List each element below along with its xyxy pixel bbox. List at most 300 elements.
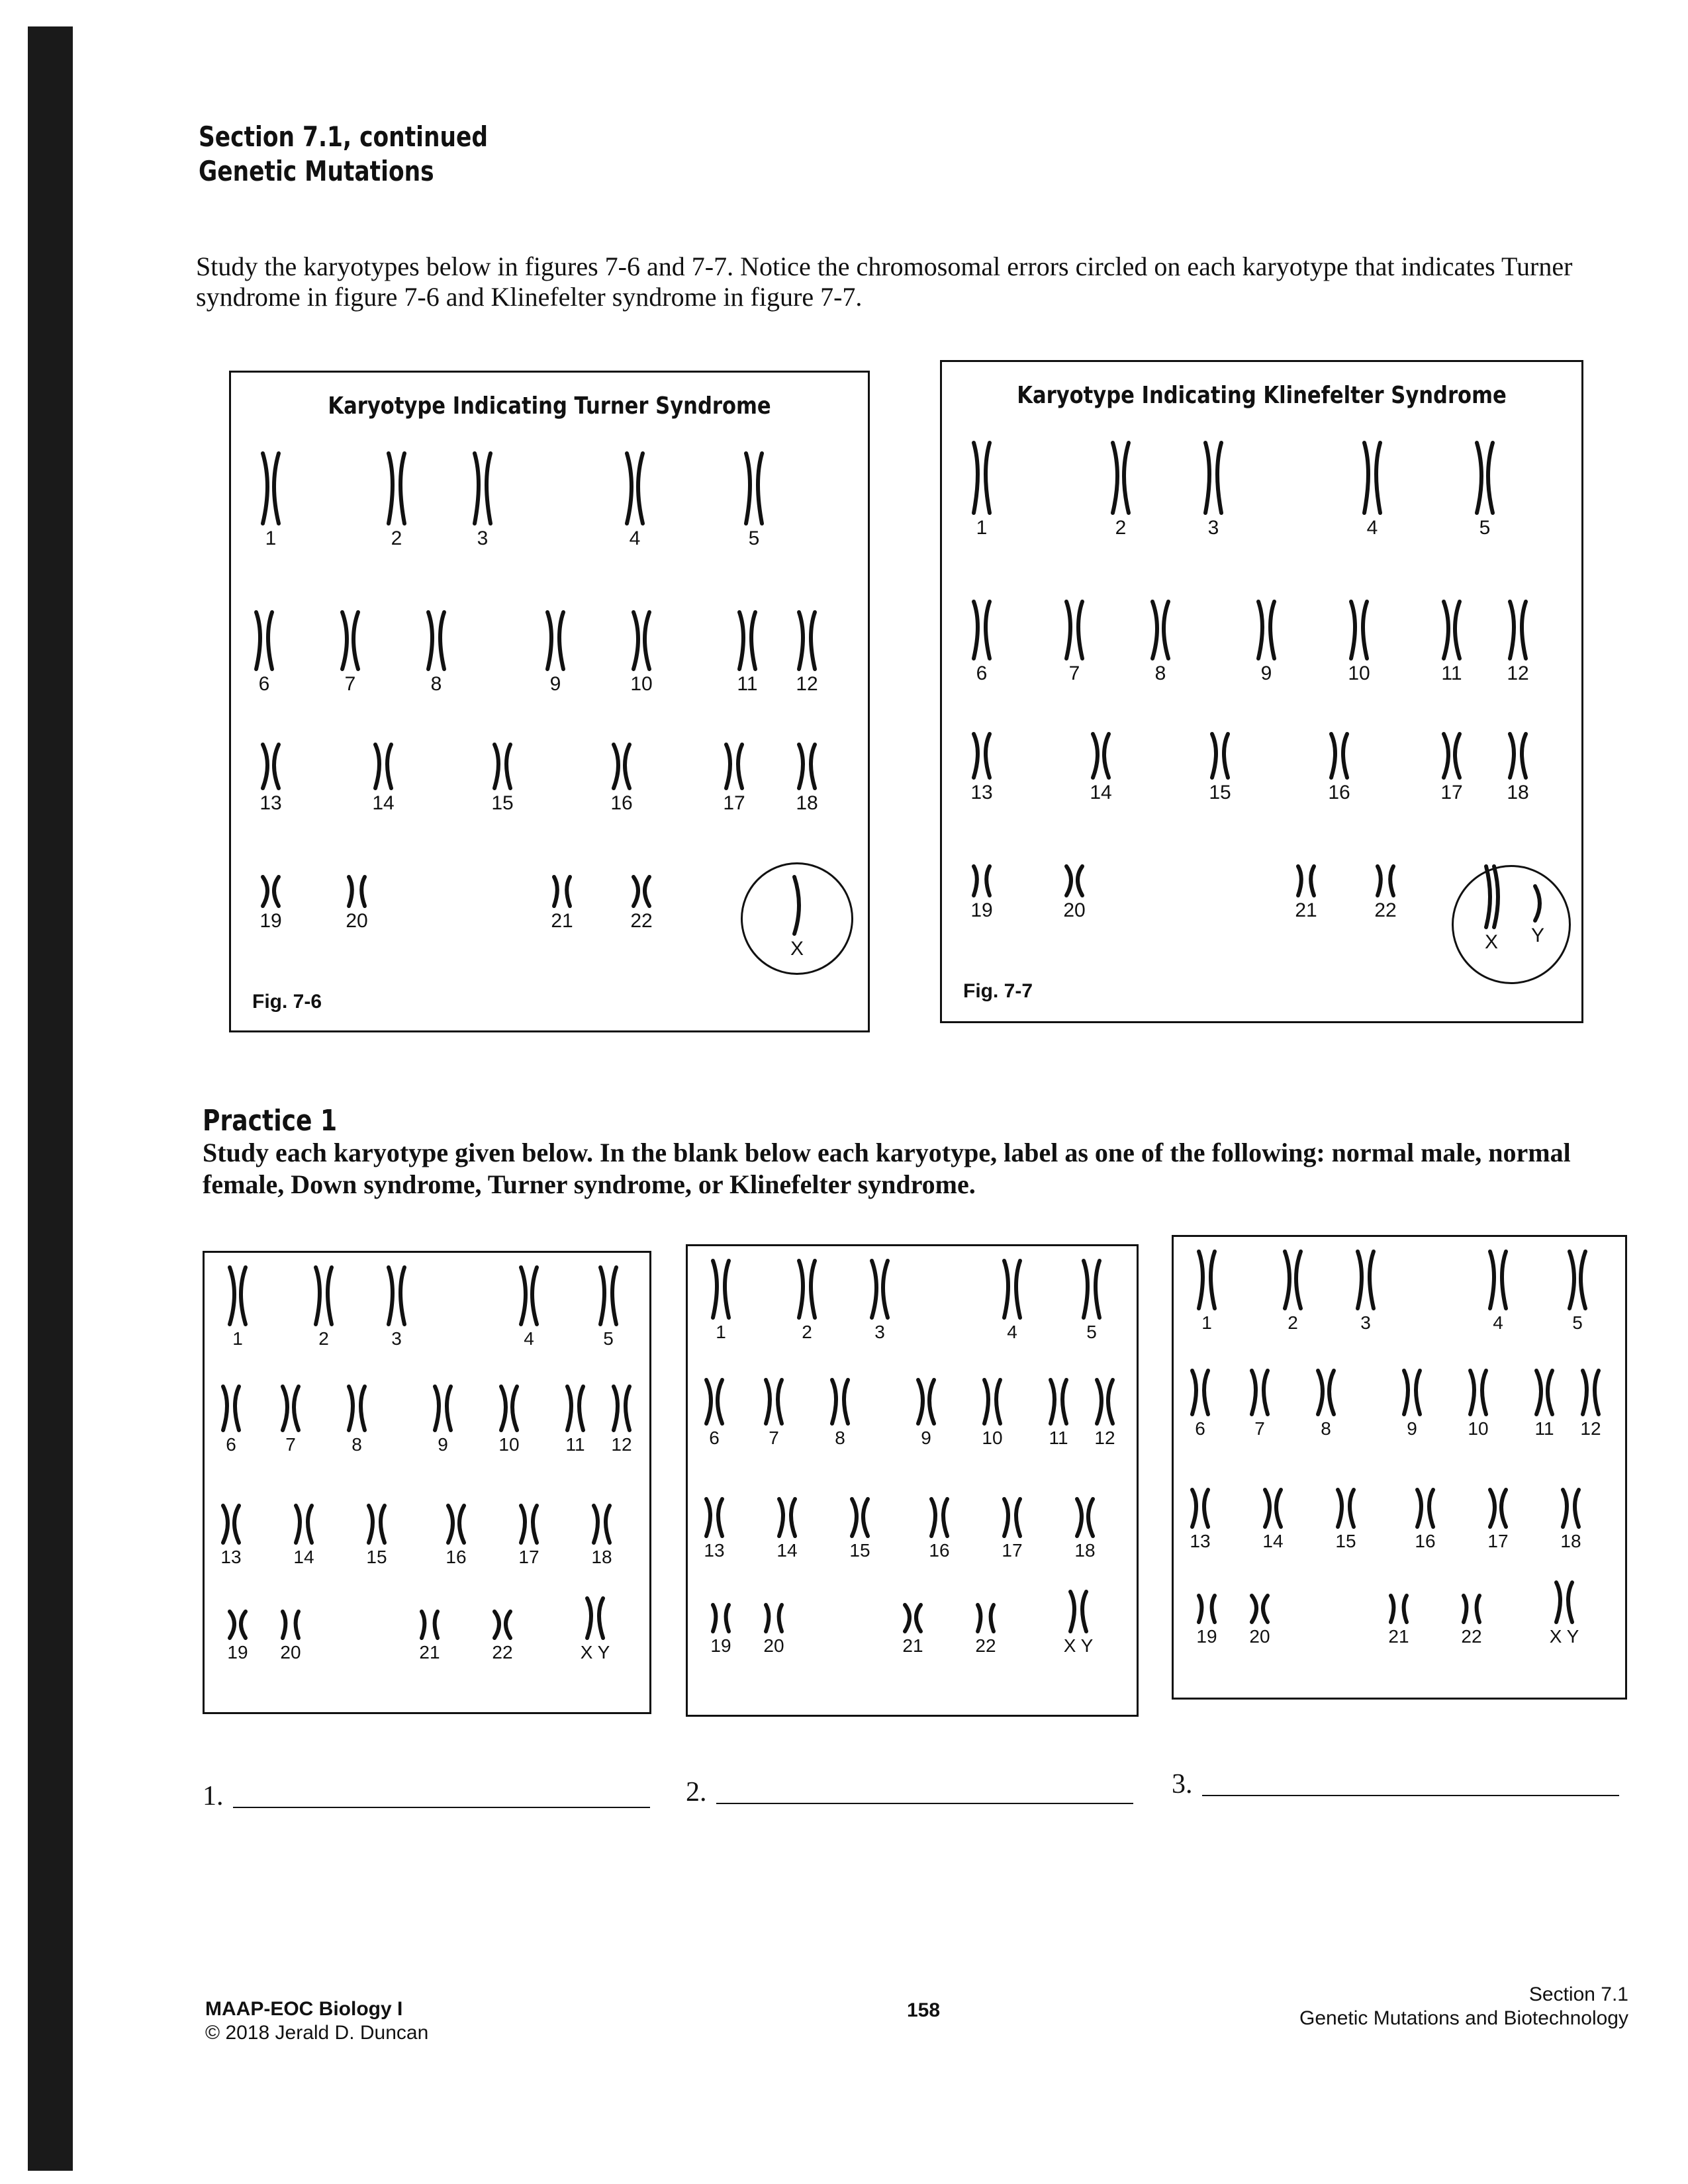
fig7-6-chromosome-17-number: 17 (723, 792, 745, 814)
practice-3-chromosome-2 (1260, 1250, 1326, 1334)
practice-1-chromosome-13 (198, 1504, 264, 1568)
practice-2-chromosome-22-glyph (966, 1604, 1006, 1633)
fig7-7-chromosome-9 (1233, 600, 1299, 685)
fig7-7-chromosome-13 (949, 733, 1015, 804)
fig7-6-chromosome-21-number: 21 (551, 910, 573, 932)
answer-blank-3[interactable] (1172, 1768, 1193, 1800)
practice-3-chromosome-12-glyph (1571, 1369, 1611, 1416)
practice-3-chromosome-12-number: 12 (1580, 1418, 1601, 1439)
fig7-7-chromosome-17-number: 17 (1440, 782, 1463, 803)
fig7-6-chromosome-11 (714, 611, 780, 696)
practice-1-sex-chromosomes-glyph (575, 1597, 615, 1639)
fig7-6-chromosome-22-number: 22 (630, 910, 653, 932)
practice-1-chromosome-21-number: 21 (419, 1642, 440, 1662)
practice-2-chromosome-17-number: 17 (1002, 1540, 1023, 1561)
fig7-6-chromosome-16-number: 16 (610, 792, 633, 814)
practice-2-chromosome-21-number: 21 (902, 1635, 923, 1656)
fig7-6-chromosome-5-glyph (734, 452, 774, 525)
fig7-7-chromosome-2 (1088, 441, 1154, 539)
practice-3-chromosome-18-number: 18 (1560, 1531, 1581, 1551)
practice-2-chromosome-3-number: 3 (874, 1322, 885, 1342)
practice-2-chromosome-2 (774, 1259, 840, 1343)
practice-1-chromosome-8 (324, 1385, 390, 1455)
practice-2-chromosome-4-number: 4 (1007, 1322, 1017, 1342)
fig7-6-chromosome-3-glyph (463, 452, 502, 525)
practice-3-chromosome-1-glyph (1187, 1250, 1227, 1310)
practice-1-chromosome-7-glyph (271, 1385, 310, 1432)
practice-1-chromosome-5 (575, 1266, 641, 1349)
practice-3-chromosome-8 (1293, 1369, 1359, 1439)
practice-1-chromosome-22-number: 22 (492, 1642, 513, 1662)
practice-1-chromosome-6 (198, 1385, 264, 1455)
practice-3-chromosome-16-number: 16 (1415, 1531, 1436, 1551)
practice-3-chromosome-6-glyph (1180, 1369, 1220, 1416)
practice-1-chromosome-5-glyph (588, 1266, 628, 1326)
fig7-6-chromosome-8-number: 8 (430, 673, 442, 695)
answer-blank-2[interactable] (686, 1776, 707, 1808)
practice-3-chromosome-13-number: 13 (1190, 1531, 1211, 1551)
fig7-7-chromosome-19 (949, 865, 1015, 922)
fig7-7-chromosome-3 (1180, 441, 1246, 539)
practice-3-chromosome-1-number: 1 (1201, 1312, 1212, 1333)
footer-right (1218, 1983, 1628, 2030)
fig7-6-chromosome-16-glyph (602, 743, 641, 790)
practice-3-chromosome-17-glyph (1478, 1488, 1518, 1528)
practice-3-sex-chromosomes (1531, 1581, 1597, 1647)
practice-3-chromosome-15-number: 15 (1335, 1531, 1356, 1551)
footer-left (205, 1997, 428, 2045)
practice-2-chromosome-11-number: 11 (1049, 1428, 1068, 1448)
fig7-6-chromosome-18 (774, 743, 840, 815)
fig7-7-chromosome-8 (1127, 600, 1194, 685)
practice-3-chromosome-18 (1538, 1488, 1604, 1552)
fig7-7-chromosome-19-number: 19 (970, 899, 993, 921)
practice-3-chromosome-11-number: 11 (1534, 1418, 1554, 1439)
practice-1-chromosome-20 (258, 1610, 324, 1663)
practice-3-chromosome-5-number: 5 (1572, 1312, 1583, 1333)
practice-3-chromosome-3-glyph (1346, 1250, 1385, 1310)
fig7-7-chromosome-22-number: 22 (1374, 899, 1397, 921)
fig7-6-chromosome-7-glyph (330, 611, 370, 670)
practice-1-chromosome-20-number: 20 (280, 1642, 301, 1662)
fig7-7-chromosome-y-glyph (1518, 885, 1558, 922)
practice-2-chromosome-7-number: 7 (769, 1428, 779, 1448)
figure-7-6-label: Fig. 7-6 (252, 991, 322, 1013)
practice-2-chromosome-4-glyph (992, 1259, 1032, 1319)
practice-2-chromosome-21 (880, 1604, 946, 1657)
fig7-6-chromosome-6 (231, 611, 297, 696)
fig7-6-chromosome-19-glyph (251, 876, 291, 907)
practice-1-chromosome-17-number: 17 (518, 1547, 539, 1567)
practice-1-chromosome-18-number: 18 (591, 1547, 612, 1567)
fig7-6-chromosome-8-glyph (416, 611, 456, 670)
fig7-6-chromosome-5 (721, 452, 787, 550)
figure-7-6 (229, 371, 870, 1032)
practice-2-chromosome-9-glyph (906, 1379, 946, 1425)
practice-2-chromosome-17-glyph (992, 1498, 1032, 1537)
practice-3-chromosome-6-number: 6 (1195, 1418, 1205, 1439)
practice-3-chromosome-14 (1240, 1488, 1306, 1552)
practice-3-chromosome-3-number: 3 (1360, 1312, 1371, 1333)
practice-3-chromosome-22-number: 22 (1461, 1626, 1482, 1647)
practice-3-chromosome-18-glyph (1551, 1488, 1591, 1528)
practice-2-chromosome-5-glyph (1072, 1259, 1111, 1319)
fig7-7-chromosome-y-number: Y (1530, 925, 1544, 946)
fig7-6-chromosome-18-glyph (787, 743, 827, 790)
practice-2-chromosome-6 (681, 1379, 747, 1449)
practice-1-chromosome-5-number: 5 (603, 1328, 614, 1349)
figure-7-7 (940, 360, 1583, 1023)
practice-1-chromosome-21-glyph (410, 1610, 449, 1639)
practice-2-chromosome-5-number: 5 (1086, 1322, 1097, 1342)
practice-karyotype-3 (1172, 1235, 1627, 1700)
practice-2-chromosome-22 (953, 1604, 1019, 1657)
fig7-6-chromosome-13 (238, 743, 304, 815)
fig7-6-chromosome-4 (602, 452, 668, 550)
fig7-6-chromosome-x-glyph (777, 876, 817, 935)
answer-number-2: 2. (686, 1777, 707, 1807)
fig7-7-chromosome-16-number: 16 (1328, 782, 1350, 803)
practice-title: Practice 1 (203, 1104, 338, 1138)
fig7-6-chromosome-2-number: 2 (391, 527, 402, 549)
fig7-7-chromosome-18-glyph (1498, 733, 1538, 779)
practice-1-chromosome-2-glyph (304, 1266, 344, 1326)
fig7-7-chromosome-8-glyph (1141, 600, 1180, 660)
practice-2-chromosome-7 (741, 1379, 807, 1449)
fig7-7-chromosome-12-number: 12 (1507, 662, 1529, 684)
practice-1-chromosome-6-number: 6 (226, 1434, 236, 1455)
fig7-7-chromosome-4-glyph (1352, 441, 1392, 514)
practice-1-chromosome-12 (588, 1385, 655, 1455)
practice-3-chromosome-14-number: 14 (1262, 1531, 1284, 1551)
practice-1-chromosome-22 (469, 1610, 536, 1663)
answer-number-3: 3. (1172, 1769, 1193, 1799)
fig7-7-chromosome-4 (1339, 441, 1405, 539)
fig7-7-chromosome-7 (1041, 600, 1107, 685)
practice-1-chromosome-9 (410, 1385, 476, 1455)
fig7-7-chromosome-12-glyph (1498, 600, 1538, 660)
fig7-6-chromosome-13-glyph (251, 743, 291, 790)
fig7-6-chromosome-12 (774, 611, 840, 696)
fig7-7-chromosome-1 (949, 441, 1015, 539)
fig7-7-chromosome-14-glyph (1081, 733, 1121, 779)
fig7-6-chromosome-19-number: 19 (259, 910, 282, 932)
practice-3-chromosome-14-glyph (1253, 1488, 1293, 1528)
fig7-7-chromosome-14-number: 14 (1090, 782, 1112, 803)
footer-section: Section 7.1 (1528, 1983, 1628, 2005)
practice-3-chromosome-8-number: 8 (1321, 1418, 1331, 1439)
fig7-6-chromosome-6-number: 6 (258, 673, 270, 695)
fig7-7-chromosome-6-number: 6 (976, 662, 988, 684)
practice-1-chromosome-8-glyph (337, 1385, 377, 1432)
practice-1-chromosome-1-number: 1 (232, 1328, 243, 1349)
fig7-7-chromosome-15 (1187, 733, 1253, 804)
fig7-6-chromosome-15 (469, 743, 536, 815)
practice-2-sex-chromosomes (1045, 1590, 1111, 1657)
practice-1-chromosome-18-glyph (582, 1504, 622, 1544)
practice-2-chromosome-22-number: 22 (975, 1635, 996, 1656)
fig7-6-chromosome-22 (608, 876, 675, 933)
fig7-6-chromosome-9 (522, 611, 588, 696)
fig7-6-chromosome-20 (324, 876, 390, 933)
practice-karyotype-1 (203, 1251, 651, 1714)
practice-1-chromosome-3 (363, 1266, 430, 1349)
practice-2-chromosome-2-number: 2 (802, 1322, 812, 1342)
fig7-6-chromosome-17 (701, 743, 767, 815)
practice-1-chromosome-14-number: 14 (293, 1547, 314, 1567)
practice-2-chromosome-21-glyph (893, 1604, 933, 1633)
practice-2-chromosome-18-number: 18 (1074, 1540, 1096, 1561)
practice-3-chromosome-3 (1333, 1250, 1399, 1334)
fig7-6-chromosome-10-glyph (622, 611, 661, 670)
fig7-7-chromosome-6 (949, 600, 1015, 685)
fig7-6-chromosome-1-glyph (251, 452, 291, 525)
fig7-6-chromosome-7 (317, 611, 383, 696)
fig7-6-chromosome-12-number: 12 (796, 673, 818, 695)
fig7-7-chromosome-3-number: 3 (1207, 517, 1219, 539)
practice-3-chromosome-19-glyph (1187, 1594, 1227, 1623)
fig7-7-chromosome-3-glyph (1194, 441, 1233, 514)
fig7-7-chromosome-22 (1352, 865, 1419, 922)
practice-2-chromosome-9 (893, 1379, 959, 1449)
practice-1-chromosome-7-number: 7 (285, 1434, 296, 1455)
fig7-6-chromosome-13-number: 13 (259, 792, 282, 814)
practice-3-chromosome-5-glyph (1558, 1250, 1597, 1310)
practice-1-chromosome-19-glyph (218, 1610, 258, 1639)
practice-2-chromosome-16 (906, 1498, 972, 1561)
fig7-6-chromosome-14 (350, 743, 416, 815)
footer-page-number: 158 (907, 1999, 941, 2021)
practice-1-chromosome-1-glyph (218, 1266, 258, 1326)
fig7-6-chromosome-12-glyph (787, 611, 827, 670)
fig7-7-chromosome-7-number: 7 (1068, 662, 1080, 684)
practice-2-chromosome-14 (754, 1498, 820, 1561)
fig7-6-chromosome-21 (529, 876, 595, 933)
fig7-6-chromosome-9-glyph (536, 611, 575, 670)
practice-3-chromosome-10-number: 10 (1468, 1418, 1489, 1439)
fig7-6-chromosome-14-glyph (363, 743, 403, 790)
practice-2-chromosome-3 (847, 1259, 913, 1343)
practice-1-chromosome-13-number: 13 (220, 1547, 242, 1567)
fig7-7-chromosome-5-glyph (1465, 441, 1505, 514)
fig7-7-chromosome-15-number: 15 (1209, 782, 1231, 803)
answer-number-1: 1. (203, 1781, 224, 1811)
practice-3-chromosome-17 (1465, 1488, 1531, 1552)
fig7-6-chromosome-21-glyph (542, 876, 582, 907)
practice-2-chromosome-6-number: 6 (709, 1428, 720, 1448)
practice-1-chromosome-10-number: 10 (498, 1434, 520, 1455)
practice-1-chromosome-4-number: 4 (524, 1328, 534, 1349)
practice-1-chromosome-14 (271, 1504, 337, 1568)
practice-2-chromosome-19-number: 19 (710, 1635, 731, 1656)
fig7-7-chromosome-16-glyph (1319, 733, 1359, 779)
fig7-6-chromosome-20-glyph (337, 876, 377, 907)
fig7-7-chromosome-21-number: 21 (1295, 899, 1317, 921)
practice-2-chromosome-1-glyph (701, 1259, 741, 1319)
fig7-6-chromosome-19 (238, 876, 304, 933)
practice-karyotype-2 (686, 1244, 1139, 1717)
practice-2-chromosome-14-glyph (767, 1498, 807, 1537)
fig7-6-chromosome-4-glyph (615, 452, 655, 525)
practice-2-chromosome-2-glyph (787, 1259, 827, 1319)
fig7-7-chromosome-5-number: 5 (1479, 517, 1491, 539)
fig7-7-chromosome-10-glyph (1339, 600, 1379, 660)
practice-1-chromosome-10-glyph (489, 1385, 529, 1432)
practice-1-chromosome-15 (344, 1504, 410, 1568)
practice-2-chromosome-1-number: 1 (716, 1322, 726, 1342)
practice-1-chromosome-12-number: 12 (611, 1434, 632, 1455)
fig7-6-chromosome-2 (363, 452, 430, 550)
fig7-6-chromosome-11-glyph (727, 611, 767, 670)
fig7-7-chromosome-x-number: X (1484, 931, 1498, 953)
practice-1-chromosome-9-number: 9 (438, 1434, 448, 1455)
practice-3-chromosome-13 (1167, 1488, 1233, 1552)
practice-1-chromosome-11-number: 11 (565, 1434, 585, 1455)
fig7-6-chromosome-22-glyph (622, 876, 661, 907)
fig7-7-chromosome-1-number: 1 (976, 517, 988, 539)
practice-3-chromosome-16-glyph (1405, 1488, 1445, 1528)
fig7-7-chromosome-17-glyph (1432, 733, 1472, 779)
footer-course: MAAP-EOC Biology I (205, 1998, 403, 2020)
practice-1-chromosome-22-glyph (483, 1610, 522, 1639)
practice-1-chromosome-3-number: 3 (391, 1328, 402, 1349)
practice-2-chromosome-20 (741, 1604, 807, 1657)
practice-2-chromosome-5 (1058, 1259, 1125, 1343)
practice-3-chromosome-15 (1313, 1488, 1379, 1552)
practice-2-chromosome-20-glyph (754, 1604, 794, 1633)
fig7-6-chromosome-6-glyph (244, 611, 284, 670)
fig7-7-chromosome-5 (1452, 441, 1518, 539)
practice-1-chromosome-8-number: 8 (352, 1434, 362, 1455)
practice-1-chromosome-21 (397, 1610, 463, 1663)
practice-3-chromosome-10 (1445, 1369, 1511, 1439)
practice-2-chromosome-16-glyph (919, 1498, 959, 1537)
practice-3-chromosome-5 (1544, 1250, 1611, 1334)
practice-3-chromosome-9 (1379, 1369, 1445, 1439)
fig7-6-chromosome-7-number: 7 (344, 673, 356, 695)
fig7-7-chromosome-10-number: 10 (1348, 662, 1370, 684)
practice-3-chromosome-4 (1465, 1250, 1531, 1334)
fig7-6-chromosome-15-glyph (483, 743, 522, 790)
practice-2-sex-chromosomes-number: X Y (1063, 1635, 1094, 1656)
fig7-7-chromosome-y (1505, 885, 1571, 947)
practice-3-chromosome-15-glyph (1326, 1488, 1366, 1528)
practice-1-chromosome-16-number: 16 (445, 1547, 467, 1567)
practice-2-chromosome-13-number: 13 (704, 1540, 725, 1561)
fig7-6-chromosome-9-number: 9 (549, 673, 561, 695)
practice-3-chromosome-7 (1227, 1369, 1293, 1439)
practice-2-sex-chromosomes-glyph (1058, 1590, 1098, 1633)
fig7-7-chromosome-17 (1419, 733, 1485, 804)
practice-1-chromosome-13-glyph (211, 1504, 251, 1544)
practice-3-chromosome-16 (1392, 1488, 1458, 1552)
practice-1-chromosome-6-glyph (211, 1385, 251, 1432)
intro-paragraph: Study the karyotypes below in figures 7-6 and 7-7. Notice the chromosomal errors circled on each karyotype that indicates Turner syndrome in figure 7-6 and Klinefelter syndrome in figure 7-7. (196, 251, 1573, 312)
practice-2-chromosome-10-number: 10 (982, 1428, 1003, 1448)
practice-2-chromosome-16-number: 16 (929, 1540, 950, 1561)
fig7-6-chromosome-1 (238, 452, 304, 550)
practice-3-chromosome-1 (1174, 1250, 1240, 1334)
practice-2-chromosome-15 (827, 1498, 893, 1561)
practice-3-chromosome-4-number: 4 (1493, 1312, 1503, 1333)
practice-3-sex-chromosomes-glyph (1544, 1581, 1584, 1623)
practice-3-chromosome-6 (1167, 1369, 1233, 1439)
practice-2-chromosome-12 (1072, 1379, 1138, 1449)
fig7-7-chromosome-16 (1306, 733, 1372, 804)
fig7-6-chromosome-x (764, 876, 830, 960)
figure-7-7-label: Fig. 7-7 (963, 980, 1033, 1002)
practice-2-chromosome-14-number: 14 (776, 1540, 798, 1561)
fig7-6-chromosome-18-number: 18 (796, 792, 818, 814)
answer-blank-1[interactable] (203, 1780, 224, 1812)
fig7-7-chromosome-19-glyph (962, 865, 1002, 897)
practice-1-chromosome-3-glyph (377, 1266, 416, 1326)
fig7-6-chromosome-8 (403, 611, 469, 696)
practice-3-chromosome-22 (1438, 1594, 1505, 1647)
practice-2-chromosome-13-glyph (694, 1498, 734, 1537)
fig7-7-chromosome-11-number: 11 (1441, 662, 1462, 684)
practice-2-chromosome-12-number: 12 (1094, 1428, 1115, 1448)
fig7-7-chromosome-12 (1485, 600, 1551, 685)
practice-3-chromosome-22-glyph (1452, 1594, 1491, 1623)
practice-1-chromosome-12-glyph (602, 1385, 641, 1432)
fig7-6-chromosome-14-number: 14 (372, 792, 395, 814)
practice-1-sex-chromosomes-number: X Y (580, 1642, 610, 1662)
practice-2-chromosome-7-glyph (754, 1379, 794, 1425)
fig7-7-chromosome-21 (1273, 865, 1339, 922)
fig7-7-chromosome-13-number: 13 (970, 782, 993, 803)
practice-3-sex-chromosomes-number: X Y (1549, 1626, 1579, 1647)
practice-2-chromosome-9-number: 9 (921, 1428, 931, 1448)
practice-3-chromosome-19-number: 19 (1196, 1626, 1217, 1647)
practice-3-chromosome-7-glyph (1240, 1369, 1280, 1416)
practice-3-chromosome-20-glyph (1240, 1594, 1280, 1623)
practice-3-chromosome-17-number: 17 (1487, 1531, 1509, 1551)
practice-2-chromosome-3-glyph (860, 1259, 900, 1319)
practice-1-chromosome-18 (569, 1504, 635, 1568)
fig7-6-chromosome-15-number: 15 (491, 792, 514, 814)
practice-1-chromosome-9-glyph (423, 1385, 463, 1432)
practice-3-chromosome-20 (1227, 1594, 1293, 1647)
fig7-7-chromosome-22-glyph (1366, 865, 1405, 897)
practice-1-chromosome-17 (496, 1504, 562, 1568)
practice-1-chromosome-2 (291, 1266, 357, 1349)
practice-1-chromosome-19-number: 19 (227, 1642, 248, 1662)
practice-2-chromosome-18 (1052, 1498, 1118, 1561)
fig7-7-chromosome-1-glyph (962, 441, 1002, 514)
practice-3-chromosome-21 (1366, 1594, 1432, 1647)
practice-2-chromosome-4 (979, 1259, 1045, 1343)
practice-1-chromosome-1 (205, 1266, 271, 1349)
practice-2-chromosome-17 (979, 1498, 1045, 1561)
fig7-7-chromosome-11 (1419, 600, 1485, 685)
fig7-6-chromosome-2-glyph (377, 452, 416, 525)
topic-heading: Genetic Mutations (199, 155, 434, 187)
practice-2-chromosome-1 (688, 1259, 754, 1343)
practice-2-chromosome-8 (807, 1379, 873, 1449)
practice-2-chromosome-18-glyph (1065, 1498, 1105, 1537)
fig7-6-chromosome-5-number: 5 (748, 527, 760, 549)
fig7-6-chromosome-x-number: X (790, 938, 804, 960)
practice-3-chromosome-4-glyph (1478, 1250, 1518, 1310)
footer-copyright: © 2018 Jerald D. Duncan (205, 2022, 429, 2044)
fig7-7-chromosome-4-number: 4 (1366, 517, 1378, 539)
fig7-6-chromosome-11-number: 11 (737, 673, 758, 695)
practice-1-chromosome-7 (258, 1385, 324, 1455)
practice-3-chromosome-21-number: 21 (1388, 1626, 1409, 1647)
section-heading: Section 7.1, continued (199, 120, 489, 153)
fig7-7-chromosome-18-number: 18 (1507, 782, 1529, 803)
